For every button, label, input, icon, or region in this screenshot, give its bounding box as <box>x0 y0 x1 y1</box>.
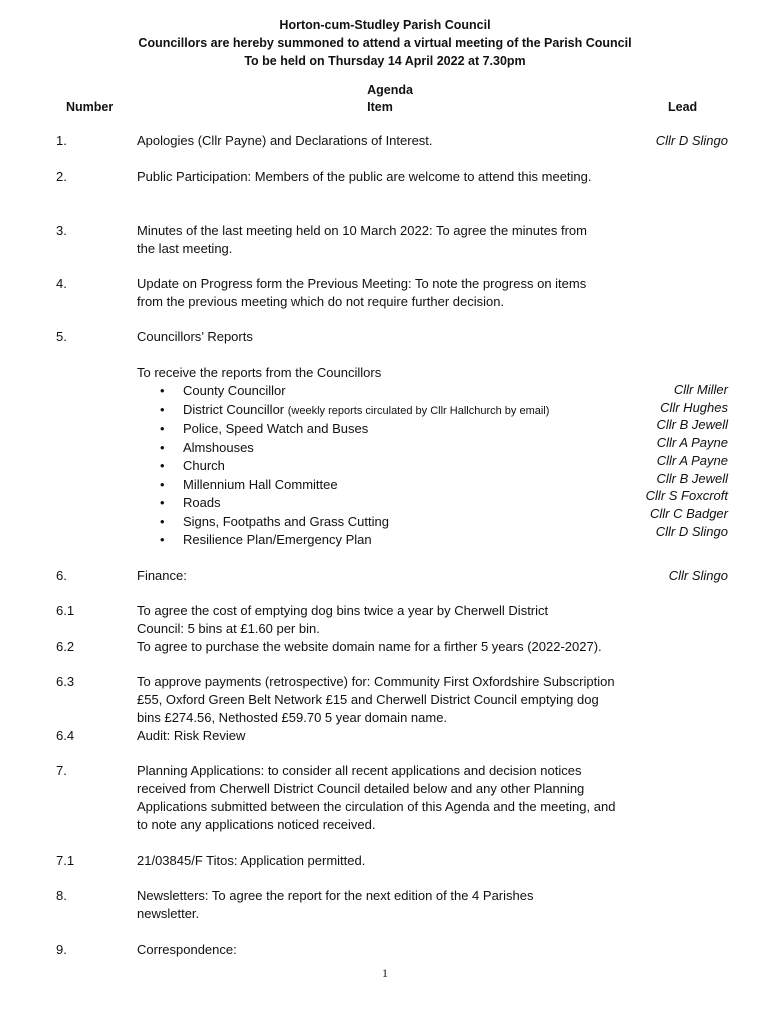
item-number: 6.4 <box>56 728 75 743</box>
item-number: 5. <box>56 329 67 344</box>
report-lead: Cllr S Foxcroft <box>645 488 728 504</box>
reports-intro: To receive the reports from the Councillors <box>137 365 382 380</box>
document-header <box>0 16 770 70</box>
report-lead: Cllr D Slingo <box>655 523 728 539</box>
page-number: 1 <box>382 966 388 980</box>
list-item: • Roads <box>160 494 549 513</box>
meeting-date: To be held on Thursday 14 April 2022 at 7.30pm <box>244 54 526 68</box>
reports-leads <box>588 381 728 540</box>
agenda-item-text: To approve payments (retrospective) for: Community First Oxfordshire Subscription £55, Oxford Green Belt Network £15 and Cherwell District Council emptying dog bins £274.56, Nethosted £59.70 5 year domain name. <box>137 674 615 725</box>
report-lead: Cllr A Payne <box>656 452 728 468</box>
agenda-item-lead: Cllr D Slingo <box>655 133 728 148</box>
list-item: • Almshouses <box>160 439 549 458</box>
agenda-item-text: Finance: <box>137 568 187 583</box>
column-header-lead: Lead <box>668 100 698 114</box>
council-name: Horton-cum-Studley Parish Council <box>279 18 491 32</box>
item-number: 3. <box>56 223 67 238</box>
item-number: 8. <box>56 888 67 903</box>
list-item: • County Councillor <box>160 382 549 401</box>
report-lead: Cllr C Badger <box>649 505 728 521</box>
agenda-item-lead: Cllr Slingo <box>668 568 728 583</box>
item-number: 6.2 <box>56 639 75 654</box>
agenda-item-text: To agree to purchase the website domain name for a firther 5 years (2022-2027). <box>137 639 602 654</box>
list-item: • Resilience Plan/Emergency Plan <box>160 531 549 550</box>
agenda-item-text: Newsletters: To agree the report for the next edition of the 4 Parishes newsletter. <box>137 888 534 921</box>
item-number: 7. <box>56 763 67 778</box>
column-header-number: Number <box>66 100 114 114</box>
item-number: 9. <box>56 942 67 957</box>
report-lead: Cllr B Jewell <box>656 470 728 486</box>
item-number: 6.3 <box>56 674 75 689</box>
agenda-item-text: Councillors’ Reports <box>137 329 253 344</box>
list-item: • Police, Speed Watch and Buses <box>160 420 549 439</box>
item-number: 7.1 <box>56 853 75 868</box>
reports-list <box>160 382 549 550</box>
item-number: 1. <box>56 133 67 148</box>
item-number: 4. <box>56 276 67 291</box>
column-header-item: Item <box>367 100 393 114</box>
summons-line: Councillors are hereby summoned to attend a virtual meeting of the Parish Council <box>138 36 632 50</box>
list-item: • Church <box>160 457 549 476</box>
agenda-item-text: Correspondence: <box>137 942 237 957</box>
report-lead: Cllr Miller <box>673 382 728 397</box>
list-item: • Signs, Footpaths and Grass Cutting <box>160 513 549 532</box>
report-lead: Cllr B Jewell <box>656 417 728 433</box>
agenda-item-text: Apologies (Cllr Payne) and Declarations of Interest. <box>137 133 433 148</box>
item-number: 6.1 <box>56 603 75 618</box>
report-lead: Cllr A Payne <box>656 435 728 451</box>
agenda-item-text: Minutes of the last meeting held on 10 March 2022: To agree the minutes from the last meeting. <box>137 223 587 256</box>
agenda-item-text: To agree the cost of emptying dog bins twice a year by Cherwell District Council: 5 bins at £1.60 per bin. <box>137 603 549 636</box>
agenda-item-text: Public Participation: Members of the public are welcome to attend this meeting. <box>137 169 592 184</box>
report-lead: Cllr Hughes <box>660 399 728 415</box>
column-header-agenda: Agenda <box>367 83 413 97</box>
item-number: 2. <box>56 169 67 184</box>
agenda-item-text: Audit: Risk Review <box>137 728 246 743</box>
item-number: 6. <box>56 568 67 583</box>
agenda-item-text: 21/03845/F Titos: Application permitted. <box>137 853 366 868</box>
agenda-item-text: Update on Progress form the Previous Meeting: To note the progress on items from the previous meeting which do not require further decision. <box>137 276 587 309</box>
list-item: • Millennium Hall Committee <box>160 476 549 495</box>
agenda-item-text: Planning Applications: to consider all recent applications and decision notices received from Cherwell District Council detailed below and any other Planning Applications submitted between the circulation of this Agenda and the meeting, and to note any applications noticed received. <box>137 763 616 832</box>
list-item: • District Councillor (weekly reports circulated by Cllr Hallchurch by email) <box>160 401 549 421</box>
